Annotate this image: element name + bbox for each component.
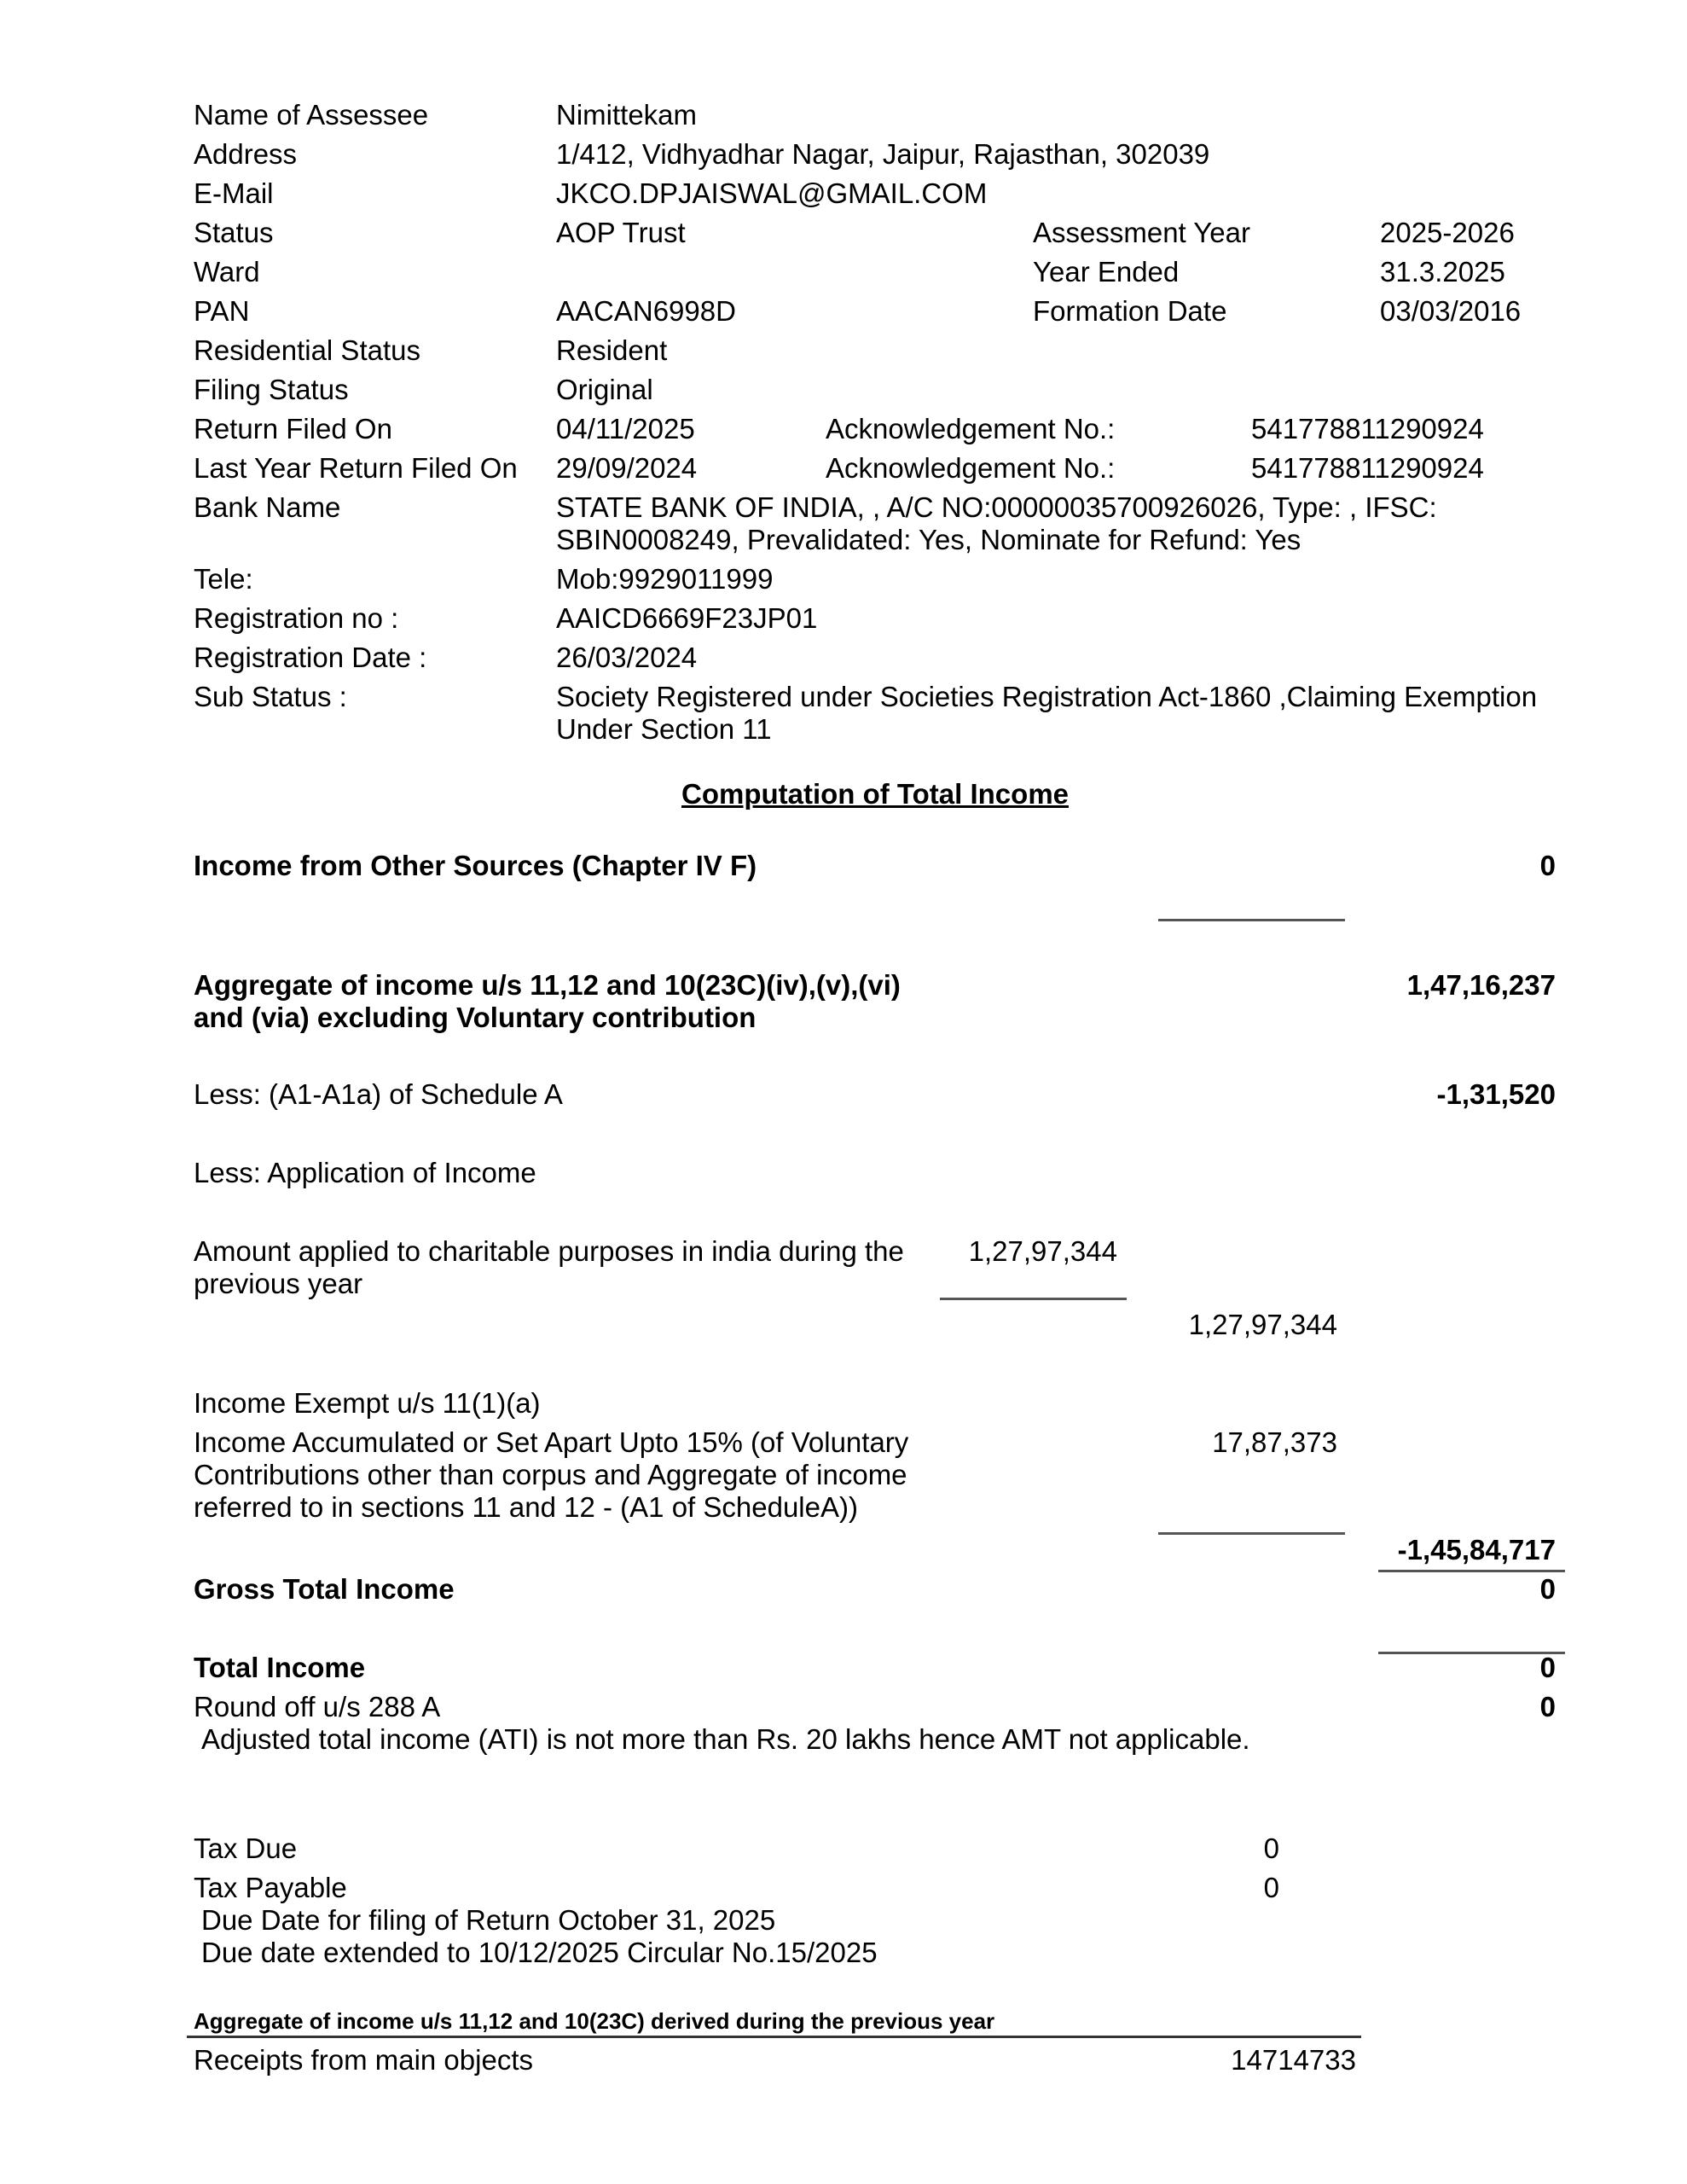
status-label: Status <box>194 217 274 248</box>
last-ack-label: Acknowledgement No.: <box>826 452 1116 484</box>
formation-date-label: Formation Date <box>1033 295 1227 327</box>
tele-label: Tele: <box>194 563 253 595</box>
assessment-year-label: Assessment Year <box>1033 217 1250 248</box>
accumulated-label-line-1: Income Accumulated or Set Apart Upto 15% (of Voluntary <box>194 1426 909 1458</box>
exempt-label: Income Exempt u/s 11(1)(a) <box>194 1387 541 1419</box>
accumulated-value: 17,87,373 <box>1212 1426 1337 1458</box>
accumulated-label-line-3: referred to in sections 11 and 12 - (A1 of ScheduleA)) <box>194 1491 858 1523</box>
last-ack-value: 541778811290924 <box>1251 452 1484 484</box>
receipts-heading: Aggregate of income u/s 11,12 and 10(23C) derived during the previous year <box>194 2008 995 2034</box>
sub-status-line-2: Under Section 11 <box>556 713 772 745</box>
status-value: AOP Trust <box>556 217 686 248</box>
filing-status-value: Original <box>556 374 653 405</box>
assessment-year-value: 2025-2026 <box>1380 217 1515 248</box>
applied-label-line-2: previous year <box>194 1268 363 1299</box>
other-sources-value: 0 <box>1539 850 1556 881</box>
registration-no-label: Registration no : <box>194 602 399 634</box>
residential-status-label: Residential Status <box>194 334 420 366</box>
less-a1-value: -1,31,520 <box>1436 1078 1556 1110</box>
tax-payable-value: 0 <box>1263 1872 1279 1903</box>
address-value: 1/412, Vidhyadhar Nagar, Jaipur, Rajasthan, 302039 <box>556 138 1210 170</box>
sub-status-line-1: Society Registered under Societies Registration Act-1860 ,Claiming Exemption <box>556 681 1538 712</box>
amt-note: Adjusted total income (ATI) is not more than Rs. 20 lakhs hence AMT not applicable. <box>201 1723 1250 1755</box>
last-year-return-label: Last Year Return Filed On <box>194 452 518 484</box>
aggregate-label-line-2: and (via) excluding Voluntary contribution <box>194 1002 757 1033</box>
due-date-note: Due Date for filing of Return October 31, 2025 <box>201 1904 776 1936</box>
bank-label: Bank Name <box>194 491 341 523</box>
bank-line-2: SBIN0008249, Prevalidated: Yes, Nominate for Refund: Yes <box>556 524 1301 555</box>
round-off-label: Round off u/s 288 A <box>194 1691 441 1722</box>
total-income-label: Total Income <box>194 1652 366 1683</box>
total-income-value: 0 <box>1539 1652 1556 1683</box>
bank-line-1: STATE BANK OF INDIA, , A/C NO:00000035700926026, Type: , IFSC: <box>556 491 1437 523</box>
exempt-total-rule <box>1378 1570 1565 1572</box>
pan-label: PAN <box>194 295 250 327</box>
applied-subtotal: 1,27,97,344 <box>1188 1309 1337 1340</box>
tax-payable-label: Tax Payable <box>194 1872 347 1903</box>
year-ended-label: Year Ended <box>1033 256 1180 288</box>
ack-label: Acknowledgement No.: <box>826 413 1116 444</box>
tele-value: Mob:9929011999 <box>556 563 774 595</box>
gti-label: Gross Total Income <box>194 1573 455 1605</box>
last-year-return-value: 29/09/2024 <box>556 452 698 484</box>
aggregate-label-line-1: Aggregate of income u/s 11,12 and 10(23C)(iv),(v),(vi) <box>194 969 901 1001</box>
return-filed-value: 04/11/2025 <box>556 413 695 444</box>
applied-value: 1,27,97,344 <box>968 1235 1117 1267</box>
tax-due-label: Tax Due <box>194 1833 298 1864</box>
gti-value: 0 <box>1539 1573 1556 1605</box>
filing-status-label: Filing Status <box>194 374 349 405</box>
registration-date-value: 26/03/2024 <box>556 642 698 673</box>
registration-no-value: AAICD6669F23JP01 <box>556 602 818 634</box>
name-label: Name of Assessee <box>194 99 429 131</box>
tax-due-value: 0 <box>1263 1833 1279 1864</box>
receipts-heading-rule <box>187 2036 1361 2038</box>
registration-date-label: Registration Date : <box>194 642 427 673</box>
residential-status-value: Resident <box>556 334 668 366</box>
email-label: E-Mail <box>194 177 274 209</box>
less-a1-label: Less: (A1-A1a) of Schedule A <box>194 1078 563 1110</box>
receipts-row-label: Receipts from main objects <box>194 2044 533 2076</box>
applied-label-line-1: Amount applied to charitable purposes in india during the <box>194 1235 904 1267</box>
subtotal-rule <box>1158 919 1345 921</box>
formation-date-value: 03/03/2016 <box>1380 295 1522 327</box>
return-filed-label: Return Filed On <box>194 413 392 444</box>
receipts-row-value: 14714733 <box>1231 2044 1356 2076</box>
computation-title: Computation of Total Income <box>681 778 1070 810</box>
due-date-extended-note: Due date extended to 10/12/2025 Circular No.15/2025 <box>201 1937 878 1968</box>
year-ended-value: 31.3.2025 <box>1380 256 1505 288</box>
pan-value: AACAN6998D <box>556 295 736 327</box>
applied-rule <box>940 1298 1127 1300</box>
exempt-total: -1,45,84,717 <box>1397 1534 1556 1565</box>
email-value: JKCO.DPJAISWAL@GMAIL.COM <box>556 177 988 209</box>
aggregate-value: 1,47,16,237 <box>1406 969 1556 1001</box>
other-sources-label: Income from Other Sources (Chapter IV F) <box>194 850 757 881</box>
sub-status-label: Sub Status : <box>194 681 347 712</box>
round-off-value: 0 <box>1539 1691 1556 1722</box>
name-value: Nimittekam <box>556 99 698 131</box>
less-application-label: Less: Application of Income <box>194 1157 536 1188</box>
ward-label: Ward <box>194 256 260 288</box>
address-label: Address <box>194 138 298 170</box>
ack-value: 541778811290924 <box>1251 413 1484 444</box>
accumulated-label-line-2: Contributions other than corpus and Aggregate of income <box>194 1459 907 1490</box>
